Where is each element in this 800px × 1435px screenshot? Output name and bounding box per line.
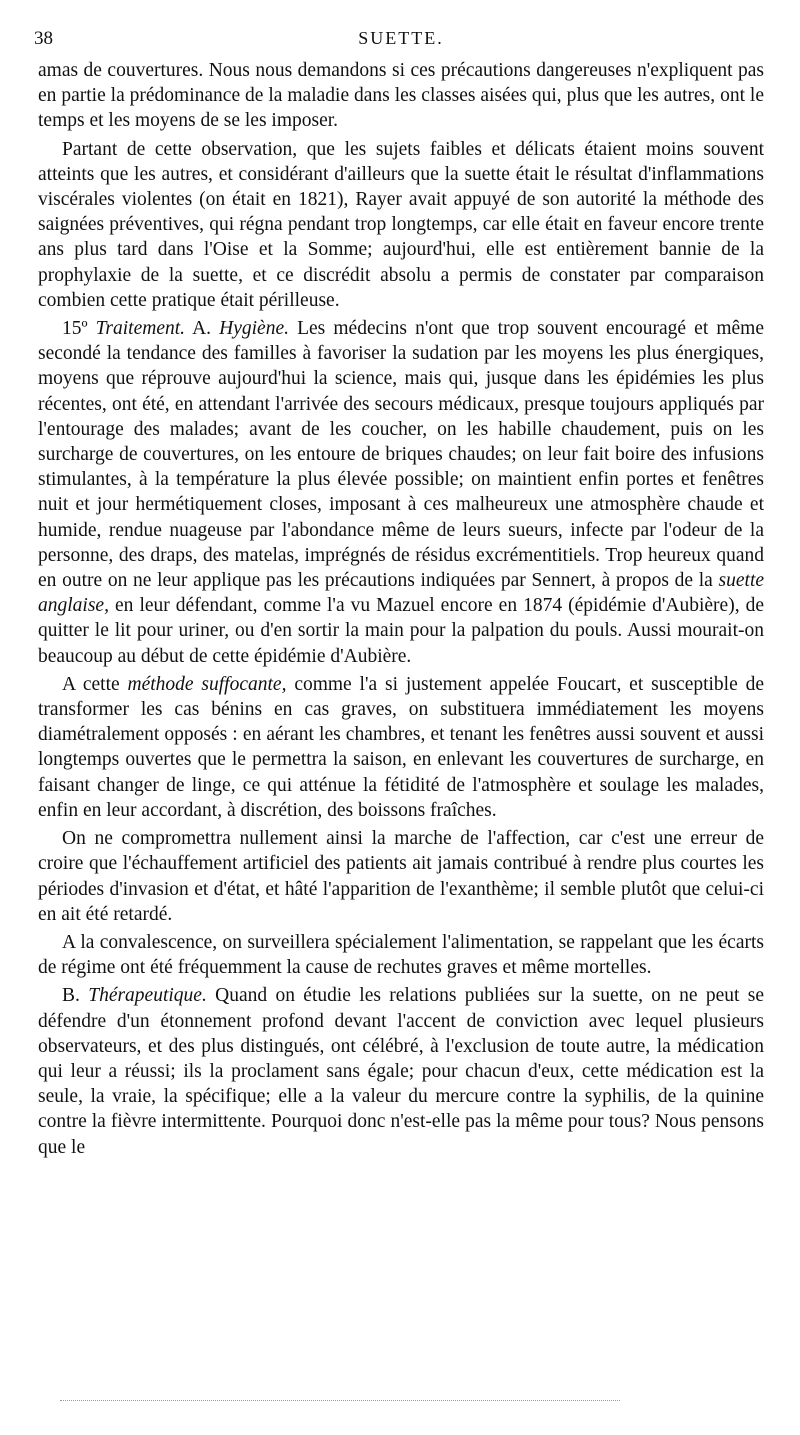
paragraph-3-text-part2: en leur défendant, comme l'a vu Mazuel encore en 1874 (épidémie d'Aubière), de quitter le lit pour uriner, ou d'en sortir la main pour la palpation du pouls. Aussi mourait-on beaucoup au début de cette épidémie d'Aubière.	[38, 595, 765, 667]
paragraph-5	[38, 826, 764, 927]
section-heading: Traitement.	[95, 318, 186, 340]
paragraph-2-text: Partant de cette observation, que les sujets faibles et délicats étaient moins souvent atteints que les autres, et considérant d'ailleurs que la suette était le résultat d'inflammations viscérales violentes (on était en 1821), Rayer avait appuyé de son autorité la méthode des saignées préventives, qui régna pendant trop longtemps, car elle était en faveur encore trente ans plus tard dans l'Oise et la Somme; aujourd'hui, elle est entièrement bannie de la prophylaxie de la suette, et ce discrédit absolu a permis de constater par comparaison combien cette pratique était périlleuse.	[38, 138, 764, 311]
paragraph-2	[38, 137, 764, 313]
page-number: 38	[34, 28, 53, 49]
running-head	[34, 26, 764, 52]
paragraph-6-text: A la convalescence, on surveillera spécialement l'alimentation, se rappelant que les écarts de régime ont été fréquemment la cause de rechutes graves et même mortelles.	[38, 931, 764, 979]
paragraph-1-text: amas de couvertures. Nous nous demandons si ces précautions dangereuses n'expliquent pas en partie la prédominance de la maladie dans les classes aisées qui, plus que les autres, ont le temps et les moyens de se les imposer.	[38, 60, 764, 132]
paragraph-4-italic: méthode suffocante,	[127, 673, 287, 695]
paragraph-4	[38, 672, 764, 823]
subsection-letter-b: B.	[62, 985, 80, 1007]
paragraph-5-text: On ne compromettra nullement ainsi la marche de l'affection, car c'est une erreur de croire que l'échauffement artificiel des patients ait jamais contribué à rendre plus courtes les périodes d'invasion et d'état, et hâté l'apparition de l'exanthème; il semble plutôt que celui-ci en ait été retardé.	[38, 828, 764, 925]
book-page	[34, 26, 765, 1163]
paragraph-3-text-part1: Les médecins n'ont que trop souvent encouragé et même secondé la tendance des familles à favoriser la sudation par les moyens les plus énergiques, moyens que réprouve aujourd'hui la science, mais qui, jusque dans les épidémies les plus récentes, ont été, en attendant l'arrivée des secours médicaux, presque toujours appliqués par l'entourage des malades; avant de les coucher, on les habille chaudement, puis on les surcharge de couvertures, on les entoure de briques chaudes; on leur fait boire des infusions stimulantes, à la température la plus élevée possible; on maintient enfin portes et fenêtres nuit et jour hermétiquement closes, imposant à ces malheureux une atmosphère chaude et humide, rendue nuageuse par l'abondance même de leurs sueurs, infecte par l'odeur de la personne, des draps, des matelas, imprégnés de résidus excrémentitiels. Trop heureux quand en outre on ne leur applique pas les précautions indiquées par Sennert, à propos de la	[38, 318, 764, 592]
paragraph-7-text: Quand on étudie les relations publiées sur la suette, on ne peut se défendre d'un étonnement profond devant l'accent de conviction avec lequel plusieurs observateurs, et des plus distingués, ont célébré, à l'exclusion de toute autre, la médication qui leur a réussi; ils la proclament sans égale; pour chacun d'eux, cette médication est la seule, la vraie, la spécifique; elle a la valeur du mercure contre la syphilis, de la quinine contre la fièvre intermittente. Pourquoi donc n'est-elle pas la même pour tous? Nous pensons que le	[38, 985, 764, 1158]
section-number: 15º	[62, 318, 88, 340]
paragraph-4-lead: A cette	[62, 673, 120, 695]
footer-dotted-rule	[60, 1400, 620, 1401]
paragraph-4-text: comme l'a si justement appelée Foucart, et susceptible de transformer les cas bénins en cas graves, on substituera immédiatement les moyens diamétralement opposés : en aérant les chambres, et tenant les fenêtres aussi souvent et aussi longtemps ouvertes que le permettra la saison, en enlevant les couvertures de surcharge, en faisant changer de linge, ce qui atténue la fétidité de l'atmosphère et soulage les malades, enfin en leur accordant, à discrétion, des boissons fraîches.	[38, 673, 765, 821]
subsection-heading-therapeutique: Thérapeutique.	[88, 985, 207, 1007]
paragraph-6	[38, 930, 764, 980]
subsection-letter-a: A.	[192, 318, 212, 340]
paragraph-therapeutique	[38, 983, 764, 1159]
running-title: SUETTE.	[358, 28, 444, 48]
paragraph-traitement	[38, 316, 764, 669]
subsection-heading-hygiene: Hygiène.	[219, 318, 289, 340]
paragraph-3-italic: suette anglaise,	[38, 570, 765, 617]
paragraph-1	[38, 58, 764, 134]
